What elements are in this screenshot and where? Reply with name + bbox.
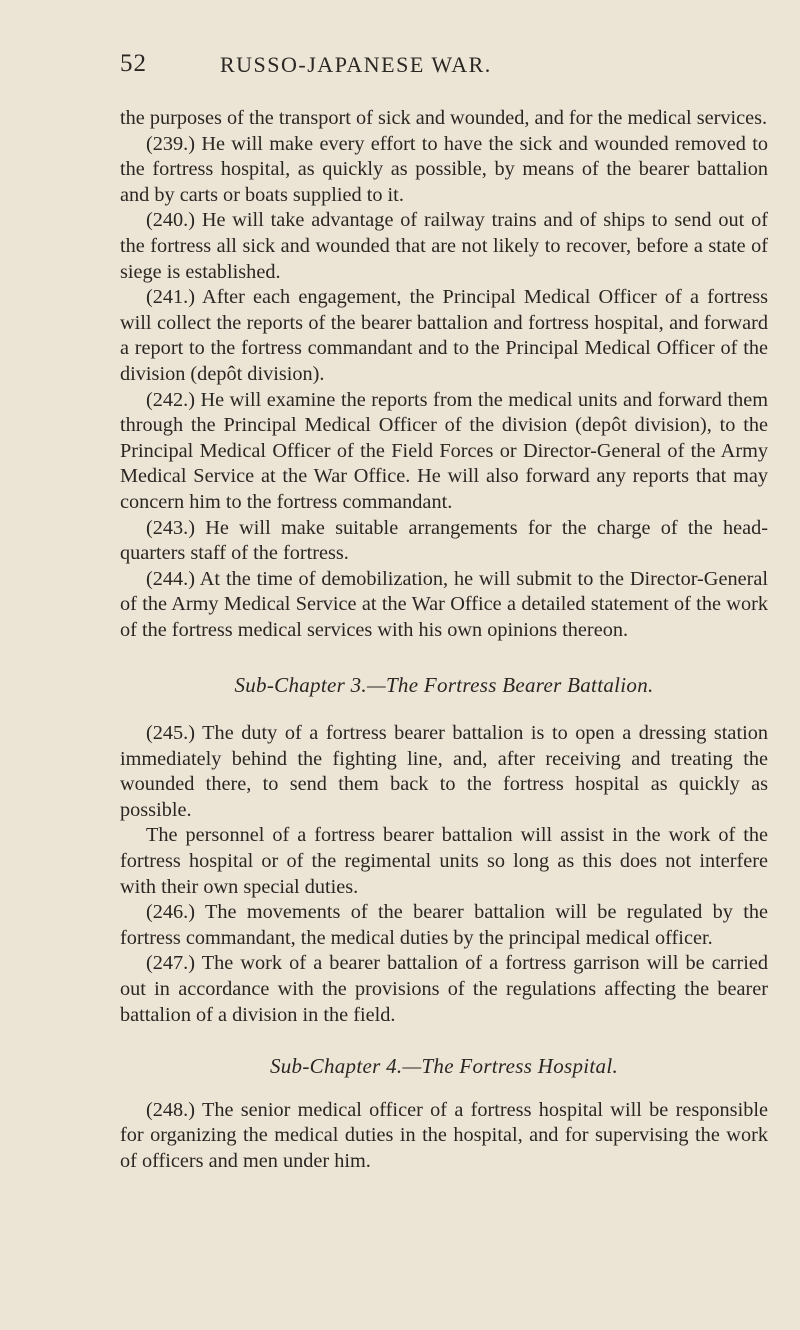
page-number: 52 <box>120 50 147 77</box>
paragraph-247: (247.) The work of a bearer battalion of a fortress garrison will be carried out in accordance with the provisions of the regulations affecting the bearer battalion of a division in the field. <box>120 952 768 1026</box>
paragraph-245-continued: The personnel of a fortress bearer battalion will assist in the work of the fortress hospital or of the regimental units so long as this does not interfere with their own special duties. <box>120 824 768 898</box>
paragraph-240: (240.) He will take advantage of railway trains and of ships to send out of the fortress all sick and wounded that are not likely to recover, before a state of siege is established. <box>120 209 768 283</box>
paragraph-241: (241.) After each engagement, the Principal Medical Officer of a fortress will collect the reports of the bearer battalion and fortress hospital, and forward a report to the fortress commandant and to the Principal Medical Officer of the division (depôt division). <box>120 286 768 385</box>
sub-chapter-3-heading: Sub-Chapter 3.—The Fortress Bearer Battalion. <box>234 673 654 698</box>
running-head <box>120 50 764 80</box>
paragraph-239: (239.) He will make every effort to have the sick and wounded removed to the fortress hospital, as quickly as possible, by means of the bearer battalion and by carts or boats supplied to it. <box>120 132 768 206</box>
paragraph-continued: the purposes of the transport of sick and wounded, and for the medical services. <box>120 107 768 129</box>
paragraph-244: (244.) At the time of demobilization, he will submit to the Director-General of the Army Medical Service at the War Office a detailed statement of the work of the fortress medical services with his own opinions thereon. <box>120 567 768 641</box>
paragraph-243: (243.) He will make suitable arrangements for the charge of the head-quarters staff of the fortress. <box>120 516 768 565</box>
text-block <box>120 106 768 1175</box>
paragraph-242: (242.) He will examine the reports from the medical units and forward them through the Principal Medical Officer of the division (depôt division), to the Principal Medical Officer of the Field Forces or Director-General of the Army Medical Service at the War Office. He will also forward any reports that may concern him to the fortress commandant. <box>120 388 768 513</box>
paragraph-245: (245.) The duty of a fortress bearer battalion is to open a dressing station immediately behind the fighting line, and, after receiving and treating the wounded there, to send them back to the fortress hospital as quickly as possible. <box>120 722 768 821</box>
sub-chapter-4-heading: Sub-Chapter 4.—The Fortress Hospital. <box>269 1054 619 1079</box>
paragraph-246: (246.) The movements of the bearer battalion will be regulated by the fortress commandant, the medical duties by the principal medical officer. <box>120 901 768 949</box>
paragraph-248: (248.) The senior medical officer of a fortress hospital will be responsible for organizing the medical duties in the hospital, and for supervising the work of officers and men under him. <box>120 1098 768 1172</box>
running-title: RUSSO-JAPANESE WAR. <box>220 52 492 77</box>
